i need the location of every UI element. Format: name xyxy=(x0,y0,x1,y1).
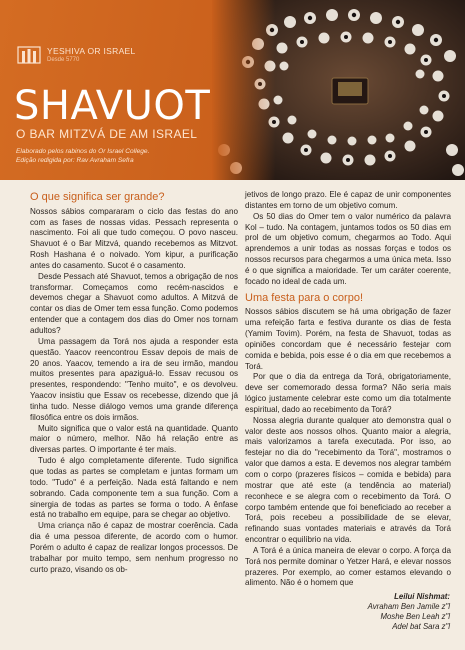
paragraph: Uma criança não é capaz de mostrar coerência. Cada dia é uma pessoa diferente, de acordo com o humor. Porém o adulto é capaz de realizar longos processos. De trabalhar por muito tempo, sem nenhum progresso no curto prazo, visando os ob- xyxy=(30,521,238,574)
dedication-name: Moshe Ben Leah z"l xyxy=(380,612,450,622)
menorah-building-icon xyxy=(16,45,42,65)
paragraph: Uma passagem da Torá nos ajuda a responder esta questão. Yaacov reencontrou Essav depois de mais de 20 anos. Yaacov, temendo a ira de seu irmão, mandou muitos presentes para apaziguá-lo. Essav recusou os presentes, respondendo: "Tenho muito", e os devolveu. Yaacov insistiu que Essav os recebesse, dizendo que já tinha tudo. Nesse diálogo vemos uma grande diferença filosófica entre os dois irmãos. xyxy=(30,336,238,422)
header-banner xyxy=(0,0,465,180)
logo-name: YESHIVA OR ISRAEL xyxy=(47,45,136,56)
paragraph: Muito significa que o valor está na quantidade. Quanto maior o número, melhor. Não há relação entre as diversas partes. O importante é ter mais. xyxy=(30,423,238,455)
synagogue-photo xyxy=(212,0,465,180)
paragraph: Desde Pessach até Shavuot, temos a obrigação de nos transformar. Começamos como recém-nascidos e devemos chegar a Shavuot como adultos. A Mitzvá de contar os dias de Omer tem essa função. Como podemos entender que a contagem dos dias do Omer nos tornam adultos? xyxy=(30,271,238,336)
page-title: SHAVUOT xyxy=(14,83,211,129)
article-left-column xyxy=(30,190,238,575)
logo xyxy=(16,45,136,65)
paragraph: Tudo é algo completamente diferente. Tudo significa que todas as partes se completam e juntas formam um todo. "Tudo" é a perfeição. Nada está faltando e nem sobrando. Cada componente tem a sua função. Com a sinergia de todas as partes se forma o todo. A ênfase está no trabalho em equipe, para se chegar ao objetivo. xyxy=(30,456,238,520)
paragraph: Por que o dia da entrega da Torá, obrigatoriamente, deve ser comemorado dessa forma? Não seria mais lógico justamente celebrar este como um dia totalmente espiritual, dado ao recebimento da Torá? xyxy=(245,372,451,414)
paragraph: Nossa alegria durante qualquer ato demonstra qual o valor deste aos nossos olhos. Quanto maior a alegria, mais valorizamos a tarefa executada. Por isso, ao festejar no dia do "recebimento da Torá", mostramos o valor que damos a esta. E devemos nos alegrar também com o corpo (prazeres físicos – comida e bebida) para mostrar que até este (a tendência ao material) reconhece e se alegra com o recebimento da Torá. O corpo também entende que foi beneficiado ao receber a Torá, pois recebeu a possibilidade de se elevar, refinando suas vontades materiais e através da Torá encontrar o equilíbrio na vida. xyxy=(245,415,451,545)
paragraph: Nossos sábios discutem se há uma obrigação de fazer uma refeição farta e festiva durante os dias de festa (Yamim Tovim). Porém, na festa de Shavuot, todas as opiniões concordam que é necessário festejar com comida e bebida, pois esse é o dia em que recebemos a Torá. xyxy=(245,307,451,371)
credits-line: Edição redigida por: Rav Avraham Sefra xyxy=(16,156,134,164)
dedication-lead: Leilui Nishmat: xyxy=(394,592,450,601)
dedication xyxy=(245,592,450,633)
paragraph: A Torá é a única maneira de elevar o corpo. A força da Torá nos permite dominar o Yetzer Hará, e elevar nossos prazeres. Por exemplo, ao comer estamos elevando o alimento. Não é o homem que xyxy=(245,545,451,588)
paragraph: jetivos de longo prazo. Ele é capaz de unir componentes distantes em torno de um objetivo comum. xyxy=(245,190,451,210)
paragraph: Nossos sábios compararam o ciclo das festas do ano com as fases de nossas vidas. Pessach representa o nascimento. Foi ali que tudo começou. O povo nasceu. Shavuot é o Bar Mitzvá, quando recebemos as Mitzvot. Rosh Hashana é o noivado. Yom kipur, a purificação antes do casamento. Sucot é o casamento. xyxy=(30,206,238,270)
article-right-column xyxy=(245,190,451,589)
logo-tagline: Desde 5770 xyxy=(47,57,80,64)
dedication-name: Adel bat Sara z"l xyxy=(392,622,450,632)
section-heading: O que significa ser grande? xyxy=(30,191,165,203)
page-subtitle: O BAR MITZVÁ DE AM ISRAEL xyxy=(16,127,198,141)
paragraph: Os 50 dias do Omer tem o valor numérico da palavra Kol – tudo. Na contagem, juntamos todos os 50 dias em prol de um objetivo comum, chegarmos ao Todo. Aqui aprendemos a unir todas as nossas forças e todos os nossos recursos para chegarmos a uma única meta. Isso é o que significa a maioridade. Ter um caráter coerente, focado no ideal de cada um. xyxy=(245,211,451,286)
dedication-name: Avraham Ben Jamile z"l xyxy=(367,602,450,612)
credits-line: Elaborado pelos rabinos do Or Israel College. xyxy=(16,148,150,155)
section-heading: Uma festa para o corpo! xyxy=(245,291,364,304)
credits xyxy=(16,148,216,166)
